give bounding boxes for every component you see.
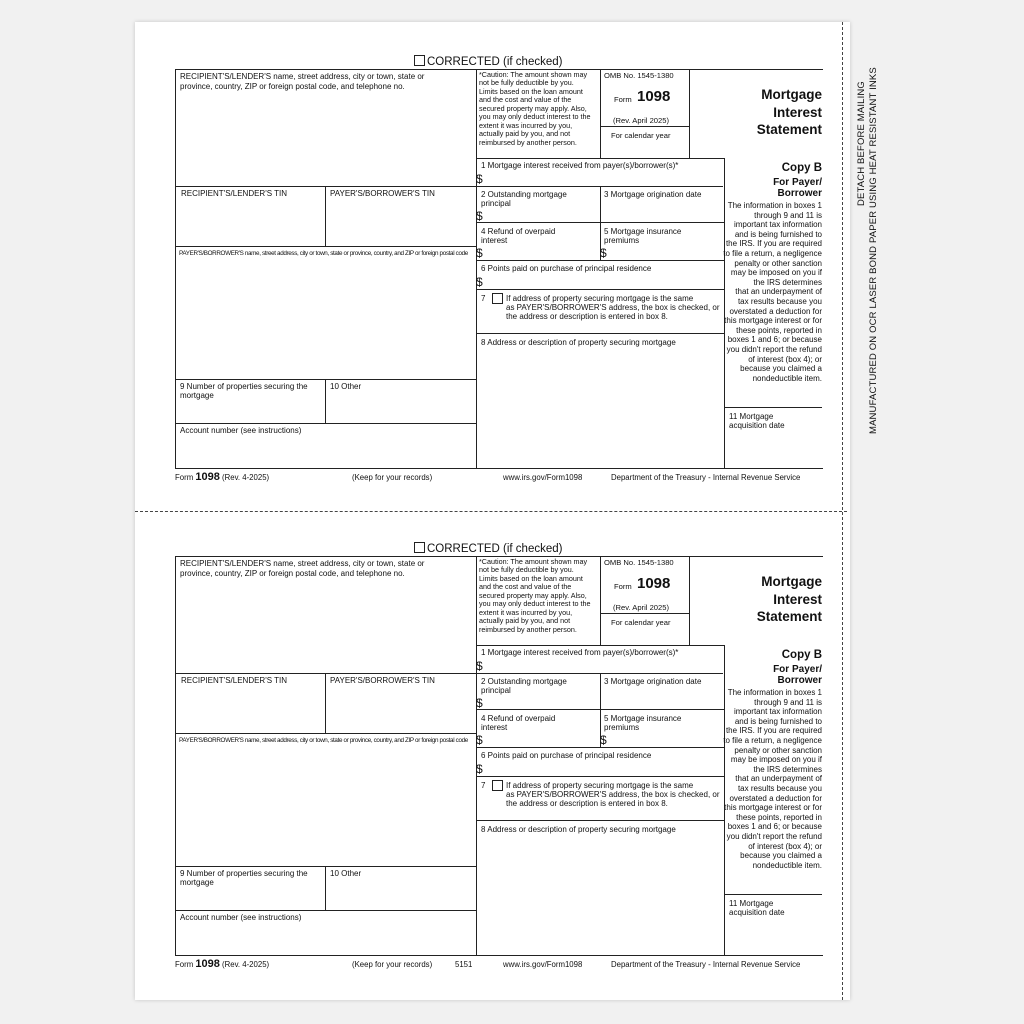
form-rule — [176, 423, 476, 424]
box7-label: If address of property securing mortgage is the same as PAYER'S/BORROWER'S address, the box is checked, or the address or description is entered in box 8. — [506, 294, 720, 322]
form-rule — [175, 955, 823, 956]
box7-number: 7 — [481, 781, 486, 790]
box8-label: 8 Address or description of property securing mortgage — [481, 338, 676, 347]
calendar-year-label: For calendar year — [611, 131, 671, 140]
footer-form-label: Form — [175, 960, 194, 969]
box5-dollar: $ — [600, 733, 607, 747]
form-label: Form — [614, 95, 632, 104]
form-label: Form — [614, 582, 632, 591]
for-payer-label: For Payer/ Borrower — [773, 177, 822, 199]
footer-keep: (Keep for your records) — [352, 960, 433, 969]
footer-form — [175, 471, 269, 483]
box1-label: 1 Mortgage interest received from payer(s)/borrower(s)* — [481, 648, 679, 657]
box7-checkbox[interactable] — [492, 293, 503, 304]
form-rule — [176, 733, 476, 734]
form-rule — [175, 468, 823, 469]
form-rule — [176, 910, 476, 911]
account-number-label: Account number (see instructions) — [180, 426, 302, 435]
form-rule — [476, 158, 724, 159]
form-rule — [325, 866, 326, 910]
form-rule — [600, 613, 689, 614]
box3-label: 3 Mortgage origination date — [604, 190, 702, 199]
box2-dollar: $ — [476, 209, 483, 223]
footer-keep: (Keep for your records) — [352, 473, 433, 482]
box5-label: 5 Mortgage insurance premiums — [604, 227, 682, 246]
footer-url: www.irs.gov/Form1098 — [503, 473, 583, 482]
payer-name-label: PAYER'S/BORROWER'S name, street address, city or town, state or province, country, and ZIP or foreign postal code — [179, 737, 468, 744]
box3-label: 3 Mortgage origination date — [604, 677, 702, 686]
for-payer-label: For Payer/ Borrower — [773, 664, 822, 686]
form-title: Mortgage Interest Statement — [756, 574, 822, 625]
form-rule — [689, 556, 690, 645]
form-rule — [176, 866, 476, 867]
footer-form-label: Form — [175, 473, 194, 482]
caution-text: *Caution: The amount shown may not be fully deductible by you. Limits based on the loan amount and the cost and value of the secured property may apply. Also, you may only deduct interest to the extent it was incurred by you, actually paid by you, and not reimbursed by another person. — [479, 557, 591, 634]
box4-label: 4 Refund of overpaid interest — [481, 714, 556, 733]
footer-rev: (Rev. 4-2025) — [222, 473, 270, 482]
footer-rev: (Rev. 4-2025) — [222, 960, 270, 969]
form-rule — [600, 556, 601, 646]
box6-dollar: $ — [476, 762, 483, 776]
form-rule — [176, 673, 723, 674]
corrected-box[interactable] — [414, 542, 425, 553]
form-rule — [476, 776, 724, 777]
form-rule — [476, 709, 724, 710]
form-rule — [175, 69, 176, 469]
form-rule — [476, 820, 724, 821]
form-rule — [476, 260, 724, 261]
copy-label: Copy B — [781, 162, 822, 174]
detach-notice: DETACH BEFORE MAILING — [856, 81, 867, 206]
form-rule — [724, 894, 822, 895]
payer-name-label: PAYER'S/BORROWER'S name, street address, city or town, state or province, country, and ZIP or foreign postal code — [179, 250, 468, 257]
calendar-year-label: For calendar year — [611, 618, 671, 627]
omb-number: OMB No. 1545-1380 — [604, 71, 674, 80]
account-number-label: Account number (see instructions) — [180, 913, 302, 922]
form-rule — [175, 556, 176, 956]
box2-label: 2 Outstanding mortgage principal — [481, 190, 567, 209]
box11-label: 11 Mortgage acquisition date — [729, 899, 785, 918]
box4-label: 4 Refund of overpaid interest — [481, 227, 556, 246]
corrected-label: CORRECTED (if checked) — [427, 56, 563, 68]
box10-label: 10 Other — [330, 382, 362, 391]
form-rule — [325, 673, 326, 733]
corrected-label: CORRECTED (if checked) — [427, 543, 563, 555]
payer-tin-label: PAYER'S/BORROWER'S TIN — [330, 189, 435, 198]
box11-label: 11 Mortgage acquisition date — [729, 412, 785, 431]
box2-label: 2 Outstanding mortgage principal — [481, 677, 567, 696]
corrected-checkbox[interactable] — [414, 55, 562, 69]
form-rule — [600, 126, 689, 127]
footer-form-number: 1098 — [195, 471, 220, 483]
form-rule — [176, 186, 723, 187]
form-rule — [176, 379, 476, 380]
box8-label: 8 Address or description of property securing mortgage — [481, 825, 676, 834]
recipient-tin-label: RECIPIENT'S/LENDER'S TIN — [181, 676, 288, 685]
corrected-box[interactable] — [414, 55, 425, 66]
revision-date: (Rev. April 2025) — [613, 603, 669, 612]
box5-label: 5 Mortgage insurance premiums — [604, 714, 682, 733]
box4-dollar: $ — [476, 246, 483, 260]
form-rule — [476, 289, 724, 290]
footer-code: 5151 — [455, 960, 473, 969]
form-rule — [325, 186, 326, 246]
box7-number: 7 — [481, 294, 486, 303]
box1-dollar: $ — [476, 172, 483, 186]
box6-dollar: $ — [476, 275, 483, 289]
form-rule — [176, 246, 476, 247]
tax-notice: The information in boxes 1 through 9 and 11 is important tax information and is being furnished to the IRS. If you are required to file a return, a negligence penalty or other sanction may be imposed on you if the IRS determines that an underpayment of tax results because you overstated a deduction for this mortgage interest or for these points, reported in boxes 1 and 6; or because you didn't report the refund of interest (box 4); or because you claimed a nondeductible item. — [723, 201, 822, 383]
footer-url: www.irs.gov/Form1098 — [503, 960, 583, 969]
form-rule — [476, 747, 724, 748]
form-copy-top — [0, 0, 1024, 483]
omb-number: OMB No. 1545-1380 — [604, 558, 674, 567]
box5-dollar: $ — [600, 246, 607, 260]
payer-tin-label: PAYER'S/BORROWER'S TIN — [330, 676, 435, 685]
form-rule — [476, 69, 477, 469]
form-rule — [724, 407, 822, 408]
form-number: 1098 — [637, 575, 671, 592]
form-rule — [476, 556, 477, 956]
caution-text: *Caution: The amount shown may not be fully deductible by you. Limits based on the loan amount and the cost and value of the secured property may apply. Also, you may only deduct interest to the extent it was incurred by you, actually paid by you, and not reimbursed by another person. — [479, 70, 591, 147]
form-rule — [325, 379, 326, 423]
footer-form — [175, 958, 269, 970]
form-rule — [689, 69, 690, 158]
form-rule — [600, 69, 601, 159]
footer-dept: Department of the Treasury - Internal Revenue Service — [611, 960, 801, 969]
box6-label: 6 Points paid on purchase of principal residence — [481, 264, 652, 273]
form-number: 1098 — [637, 88, 671, 105]
footer-dept: Department of the Treasury - Internal Revenue Service — [611, 473, 801, 482]
recipient-name-label: RECIPIENT'S/LENDER'S name, street address, city or town, state or province, country, ZIP or foreign postal code, and telephone no. — [180, 72, 425, 91]
tax-notice: The information in boxes 1 through 9 and 11 is important tax information and is being furnished to the IRS. If you are required to file a return, a negligence penalty or other sanction may be imposed on you if the IRS determines that an underpayment of tax results because you overstated a deduction for this mortgage interest or for these points, reported in boxes 1 and 6; or because you didn't report the refund of interest (box 4); or because you claimed a nondeductible item. — [723, 688, 822, 870]
recipient-name-label: RECIPIENT'S/LENDER'S name, street address, city or town, state or province, country, ZIP or foreign postal code, and telephone no. — [180, 559, 425, 578]
box6-label: 6 Points paid on purchase of principal residence — [481, 751, 652, 760]
box9-label: 9 Number of properties securing the mortgage — [180, 869, 308, 888]
box7-label: If address of property securing mortgage is the same as PAYER'S/BORROWER'S address, the box is checked, or the address or description is entered in box 8. — [506, 781, 720, 809]
paper-notice: MANUFACTURED ON OCR LASER BOND PAPER USING HEAT RESISTANT INKS — [868, 67, 879, 434]
box4-dollar: $ — [476, 733, 483, 747]
form-rule — [476, 222, 724, 223]
copy-label: Copy B — [781, 649, 822, 661]
box1-label: 1 Mortgage interest received from payer(s)/borrower(s)* — [481, 161, 679, 170]
box7-checkbox[interactable] — [492, 780, 503, 791]
box2-dollar: $ — [476, 696, 483, 710]
form-copy-bottom — [0, 487, 1024, 970]
box1-dollar: $ — [476, 659, 483, 673]
form-title: Mortgage Interest Statement — [756, 87, 822, 138]
form-rule — [476, 333, 724, 334]
corrected-checkbox[interactable] — [414, 542, 562, 556]
recipient-tin-label: RECIPIENT'S/LENDER'S TIN — [181, 189, 288, 198]
revision-date: (Rev. April 2025) — [613, 116, 669, 125]
footer-form-number: 1098 — [195, 958, 220, 970]
box9-label: 9 Number of properties securing the mortgage — [180, 382, 308, 401]
box10-label: 10 Other — [330, 869, 362, 878]
form-rule — [476, 645, 724, 646]
